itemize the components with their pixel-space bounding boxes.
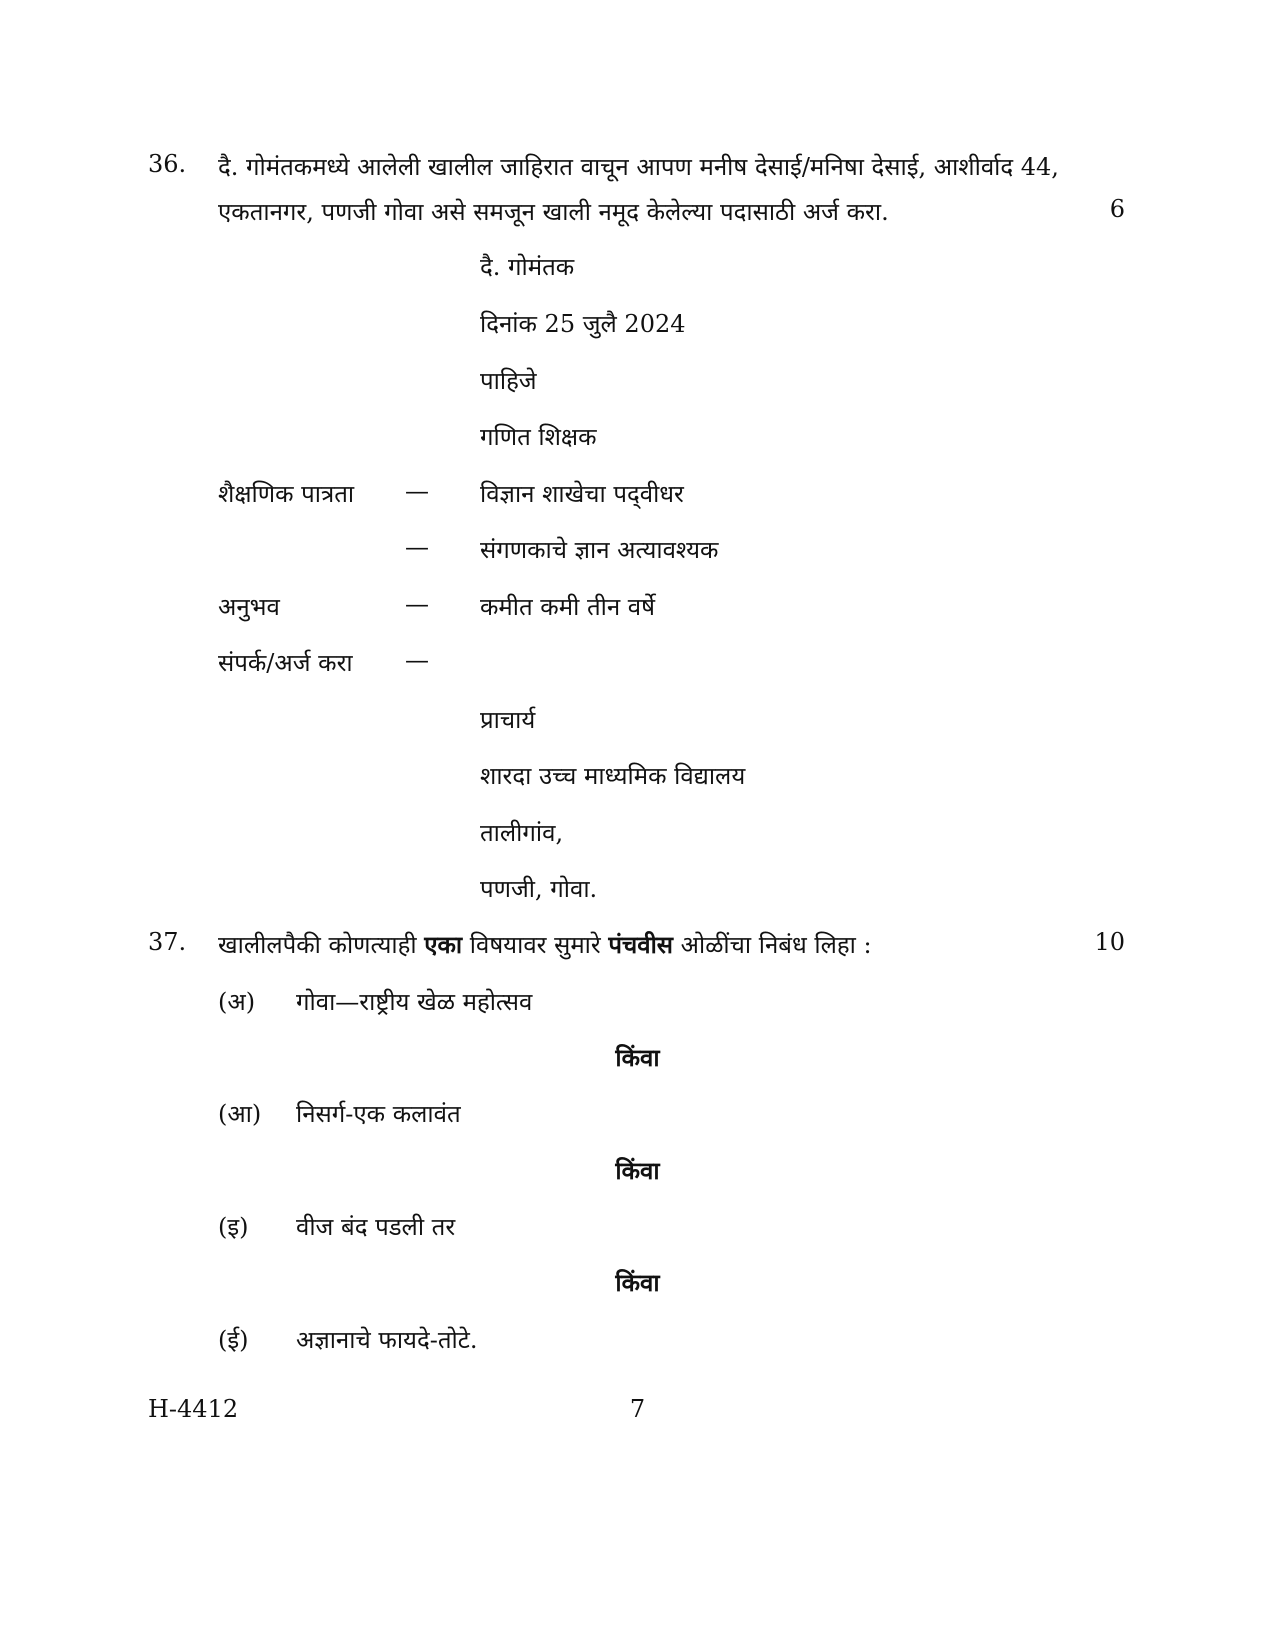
question-36-line-1: दै. गोमंतकमध्ये आलेली खालील जाहिरात वाचून आपण मनीष देसाई/मनिषा देसाई, आशीर्वाद 44,	[218, 153, 1059, 181]
ad-row-label: शैक्षणिक पात्रता	[218, 480, 355, 508]
ad-row-label: अनुभव	[218, 593, 280, 621]
question-37-prompt	[218, 928, 872, 961]
option-marker: (इ)	[218, 1213, 249, 1241]
ad-row-value: संगणकाचे ज्ञान अत्यावश्यक	[480, 536, 719, 564]
ad-address-line: प्राचार्य	[480, 706, 536, 734]
option-text: गोवा—राष्ट्रीय खेळ महोत्सव	[296, 988, 533, 1016]
option-marker: (ई)	[218, 1326, 249, 1354]
option-text: निसर्ग-एक कलावंत	[296, 1100, 461, 1128]
ad-address-line: तालीगांव,	[480, 819, 564, 847]
page-number: 7	[629, 1395, 646, 1423]
question-37-marks: 10	[1094, 928, 1125, 956]
ad-row-dash: —	[405, 533, 429, 561]
ad-address-line: शारदा उच्च माध्यमिक विद्यालय	[480, 762, 746, 790]
ad-address-line: पणजी, गोवा.	[480, 875, 598, 903]
option-text: वीज बंद पडली तर	[296, 1213, 456, 1241]
ad-post: गणित शिक्षक	[480, 423, 597, 451]
ad-wanted: पाहिजे	[480, 367, 537, 395]
or-separator: किंवा	[615, 1156, 660, 1185]
ad-row-dash: —	[405, 477, 429, 505]
ad-row-value: विज्ञान शाखेचा पद्‌वीधर	[480, 480, 684, 508]
prompt-emphasis: पंचवीस	[608, 930, 674, 959]
or-separator: किंवा	[615, 1043, 660, 1072]
question-36-number: 36.	[148, 150, 187, 178]
ad-row-dash: —	[405, 646, 429, 674]
question-37-number: 37.	[148, 928, 187, 956]
question-36-marks: 6	[1109, 195, 1125, 223]
ad-row-dash: —	[405, 590, 429, 618]
option-marker: (अ)	[218, 988, 256, 1016]
ad-newspaper: दै. गोमंतक	[480, 253, 575, 281]
prompt-text: ओळींचा निबंध लिहा :	[673, 931, 872, 959]
prompt-text: विषयावर सुमारे	[462, 931, 609, 959]
paper-code: H-4412	[148, 1395, 239, 1423]
prompt-emphasis: एका	[424, 930, 463, 959]
ad-row-value: कमीत कमी तीन वर्षे	[480, 593, 655, 621]
prompt-text: खालीलपैकी कोणत्याही	[218, 931, 425, 959]
option-marker: (आ)	[218, 1100, 262, 1128]
ad-date: दिनांक 25 जुलै 2024	[480, 310, 686, 338]
or-separator: किंवा	[615, 1268, 660, 1297]
question-36-line-2: एकतानगर, पणजी गोवा असे समजून खाली नमूद केलेल्या पदासाठी अर्ज करा.	[218, 198, 889, 226]
option-text: अज्ञानाचे फायदे-तोटे.	[296, 1326, 478, 1354]
ad-row-label: संपर्क/अर्ज करा	[218, 649, 353, 677]
